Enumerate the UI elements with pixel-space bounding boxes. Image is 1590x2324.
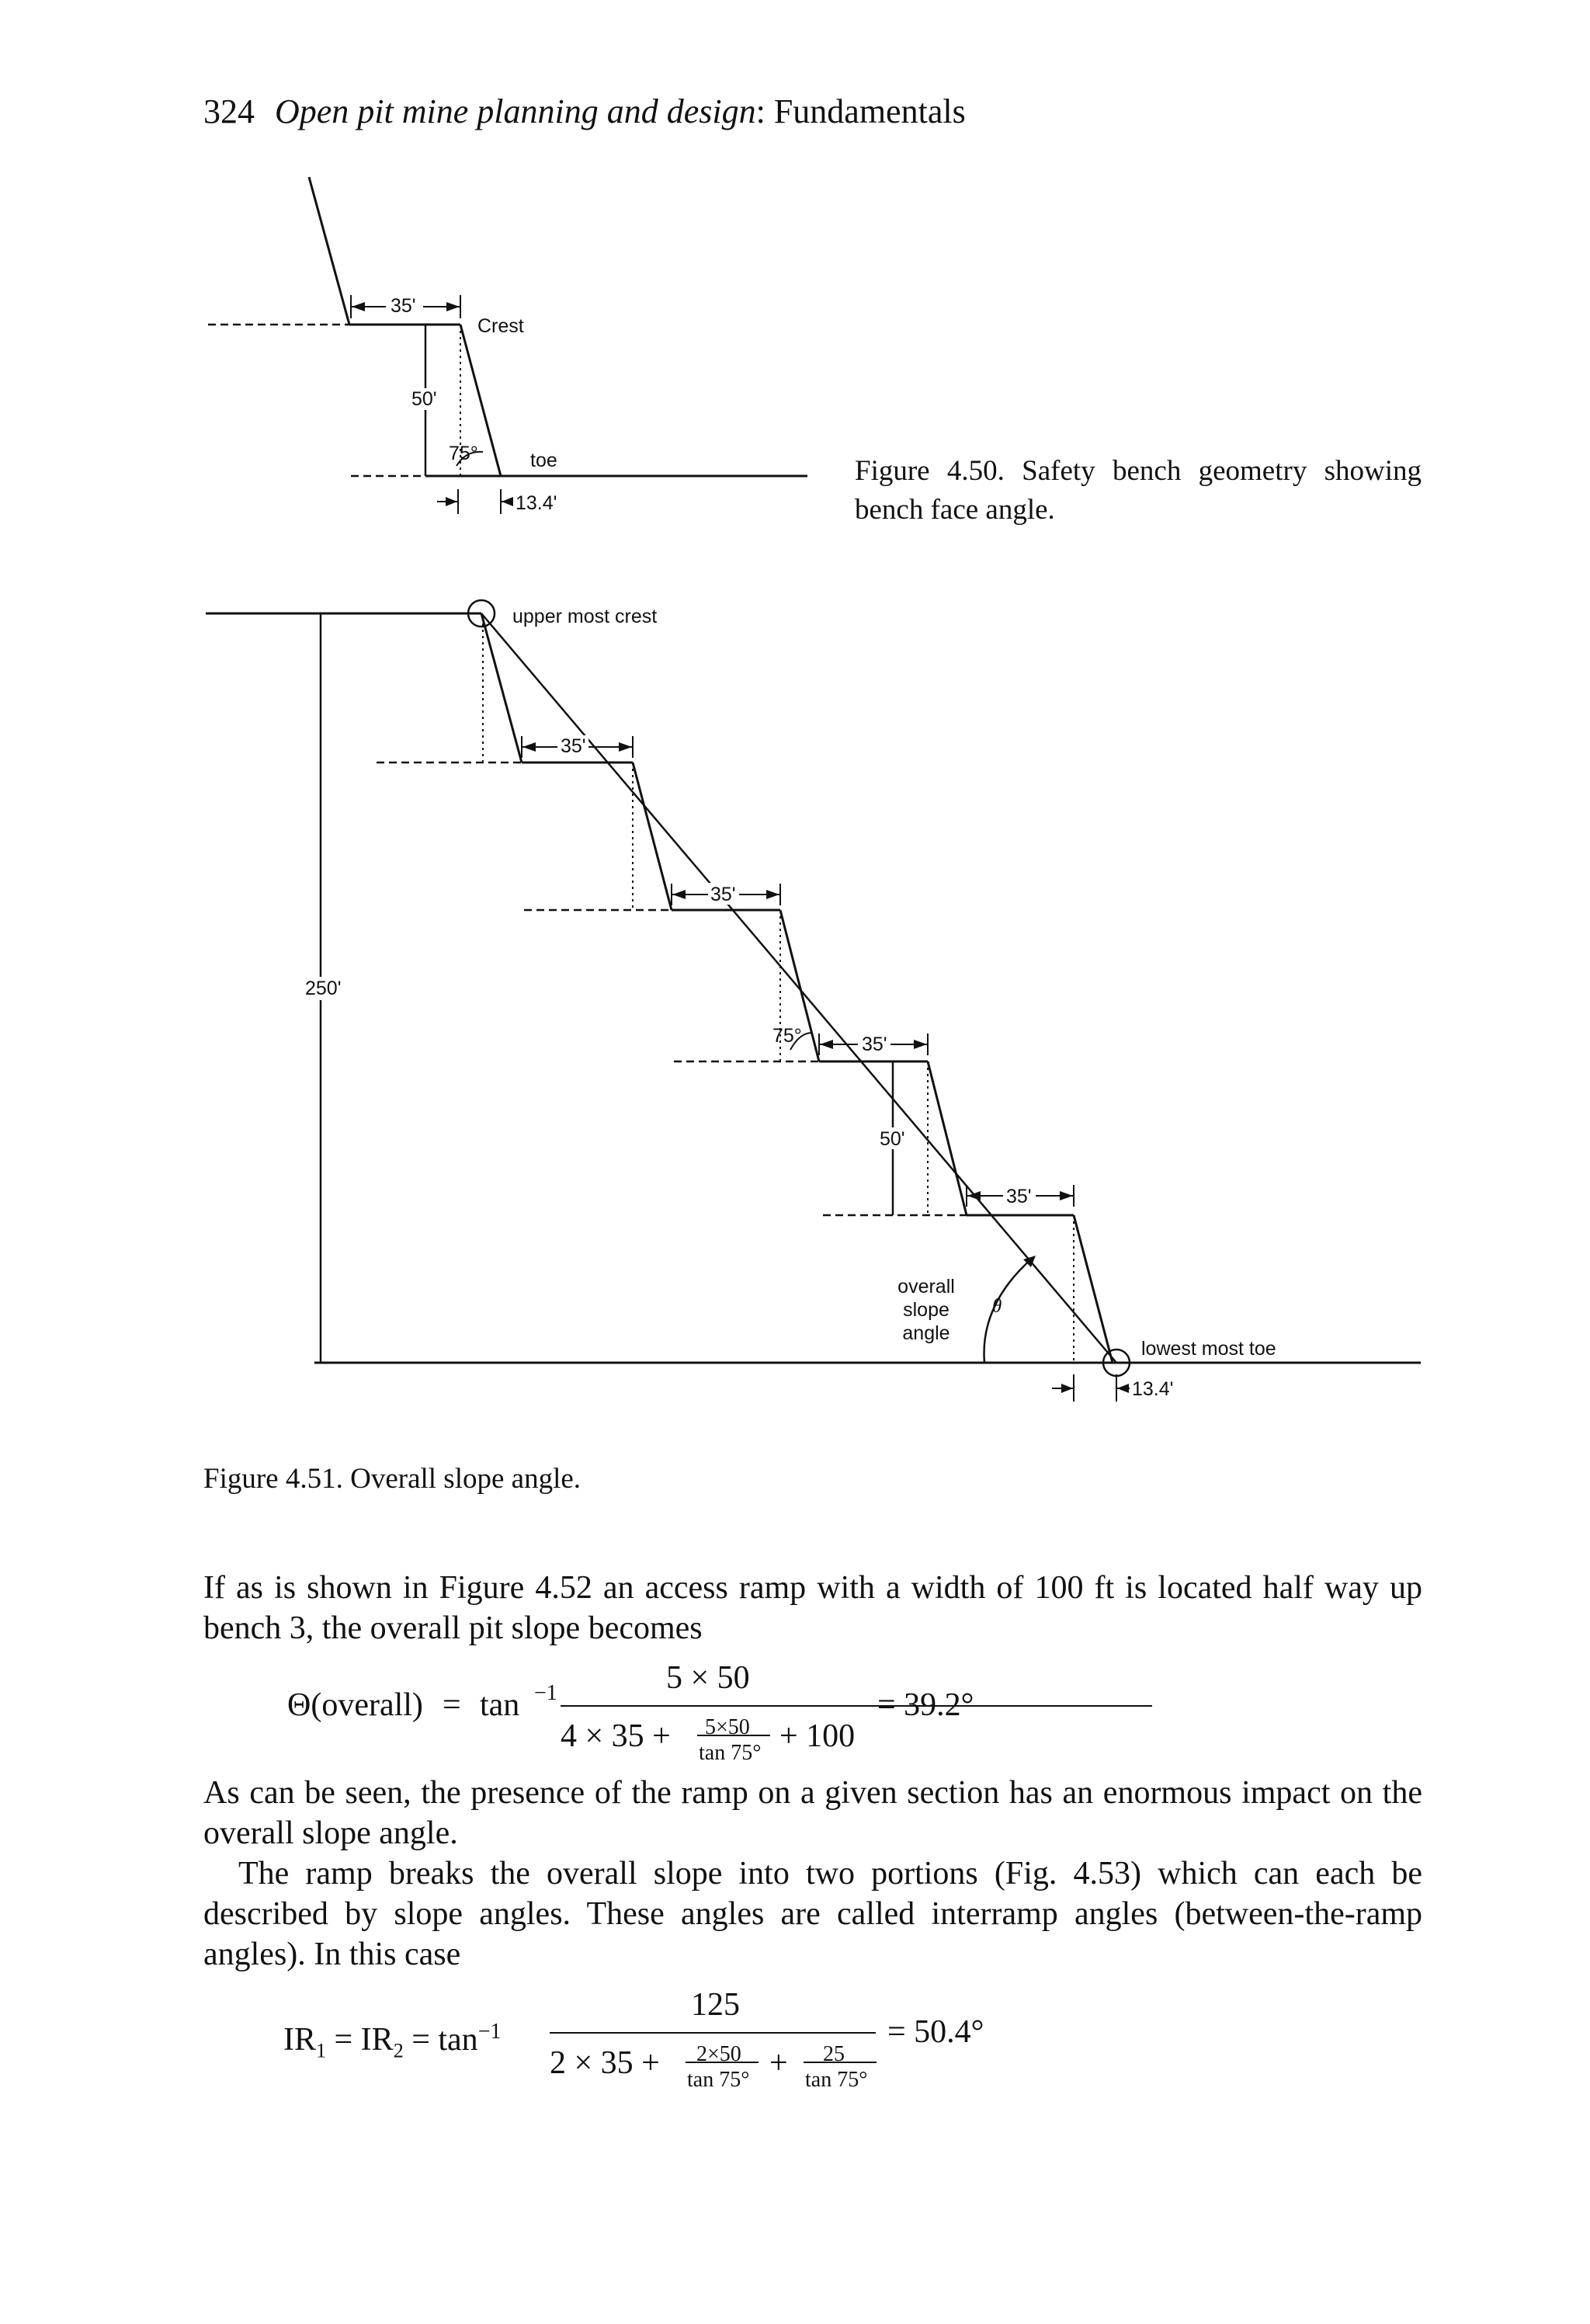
label-bench-height-451: 50'	[880, 1128, 905, 1150]
label-theta: θ	[992, 1296, 1002, 1317]
eq1-den-frac-den: tan 75°	[699, 1741, 762, 1765]
eq1-den-term3: + 100	[779, 1718, 856, 1754]
figure-4-50-caption: Figure 4.50. Safety bench geometry showing bench face angle.	[855, 455, 1422, 526]
eq2-equals: = tan	[403, 2022, 478, 2058]
paragraph-1: If as is shown in Figure 4.52 an access ramp with a width of 100 ft is located half way up bench 3, the overall pit slope becomes	[203, 1570, 1422, 1646]
eq1-func: tan	[480, 1687, 520, 1723]
label-bench-width-4: 35'	[1006, 1186, 1032, 1207]
equation-interramp	[283, 1985, 1060, 2094]
eq2-den-frac1-den: tan 75°	[687, 2068, 750, 2092]
eq2-lhs-mid: = IR	[326, 2022, 394, 2058]
label-face-angle-451: 75°	[772, 1025, 802, 1047]
eq1-numerator: 5 × 50	[666, 1660, 750, 1696]
figure-4-51-diagram	[0, 544, 1590, 1413]
label-toe-offset-451: 13.4'	[1132, 1378, 1174, 1400]
eq2-result: = 50.4°	[887, 2014, 984, 2050]
running-title-subtitle: : Fundamentals	[755, 92, 966, 130]
equation-overall-slope	[287, 1659, 1064, 1767]
label-bench-width: 35'	[391, 295, 416, 317]
eq1-result: = 39.2°	[877, 1687, 974, 1723]
paragraph-2: As can be seen, the presence of the ramp on a given section has an enormous impact on the overall slope angle.	[203, 1775, 1422, 1851]
figure-4-51-caption: Figure 4.51. Overall slope angle.	[203, 1463, 581, 1495]
eq1-den-frac-num: 5×50	[705, 1715, 750, 1739]
label-total-height: 250'	[305, 978, 342, 999]
label-toe-offset: 13.4'	[516, 492, 557, 514]
eq2-den-term1: 2 × 35 +	[550, 2045, 660, 2081]
eq2-lhs-ir2-sub: 2	[393, 2039, 404, 2062]
eq2-numerator: 125	[691, 1987, 740, 2023]
label-overall-slope-angle-line3: angle	[902, 1322, 950, 1344]
label-overall-slope-angle-line1: overall	[897, 1276, 955, 1297]
page-number: 324	[203, 92, 255, 130]
label-upper-most-crest: upper most crest	[512, 606, 658, 627]
eq2-den-frac2-num: 25	[823, 2042, 845, 2066]
paragraph-3: The ramp breaks the overall slope into two portions (Fig. 4.53) which can each be described by slope angles. These angles are called interramp angles (between-the-ramp angles). In this case	[203, 1856, 1422, 1972]
eq2-plus: +	[769, 2045, 788, 2081]
eq1-exp: −1	[534, 1681, 557, 1705]
eq1-den-term1: 4 × 35 +	[561, 1718, 671, 1754]
label-bench-width-2: 35'	[710, 884, 736, 905]
eq2-lhs	[283, 2013, 501, 2070]
eq1-fraction-bar	[561, 1705, 1152, 1707]
running-title: Open pit mine planning and design	[275, 92, 756, 130]
label-overall-slope-angle-line2: slope	[903, 1299, 949, 1321]
label-face-angle: 75°	[449, 443, 478, 464]
label-toe: toe	[530, 450, 557, 471]
eq2-lhs-ir1-sub: 1	[316, 2039, 326, 2062]
eq1-lhs: Θ(overall)	[287, 1687, 423, 1723]
label-bench-height: 50'	[411, 388, 437, 410]
eq2-den-frac1-num: 2×50	[696, 2042, 741, 2066]
eq2-fraction-bar	[550, 2032, 876, 2034]
label-crest: Crest	[477, 315, 524, 337]
eq1-equals: =	[443, 1687, 461, 1723]
label-lowest-most-toe: lowest most toe	[1141, 1338, 1276, 1360]
eq2-lhs-ir1: IR	[283, 2022, 316, 2058]
eq2-exp: −1	[477, 2020, 502, 2044]
label-bench-width-3: 35'	[862, 1033, 887, 1055]
label-bench-width-1: 35'	[561, 735, 586, 757]
eq2-den-frac2-den: tan 75°	[805, 2068, 868, 2092]
